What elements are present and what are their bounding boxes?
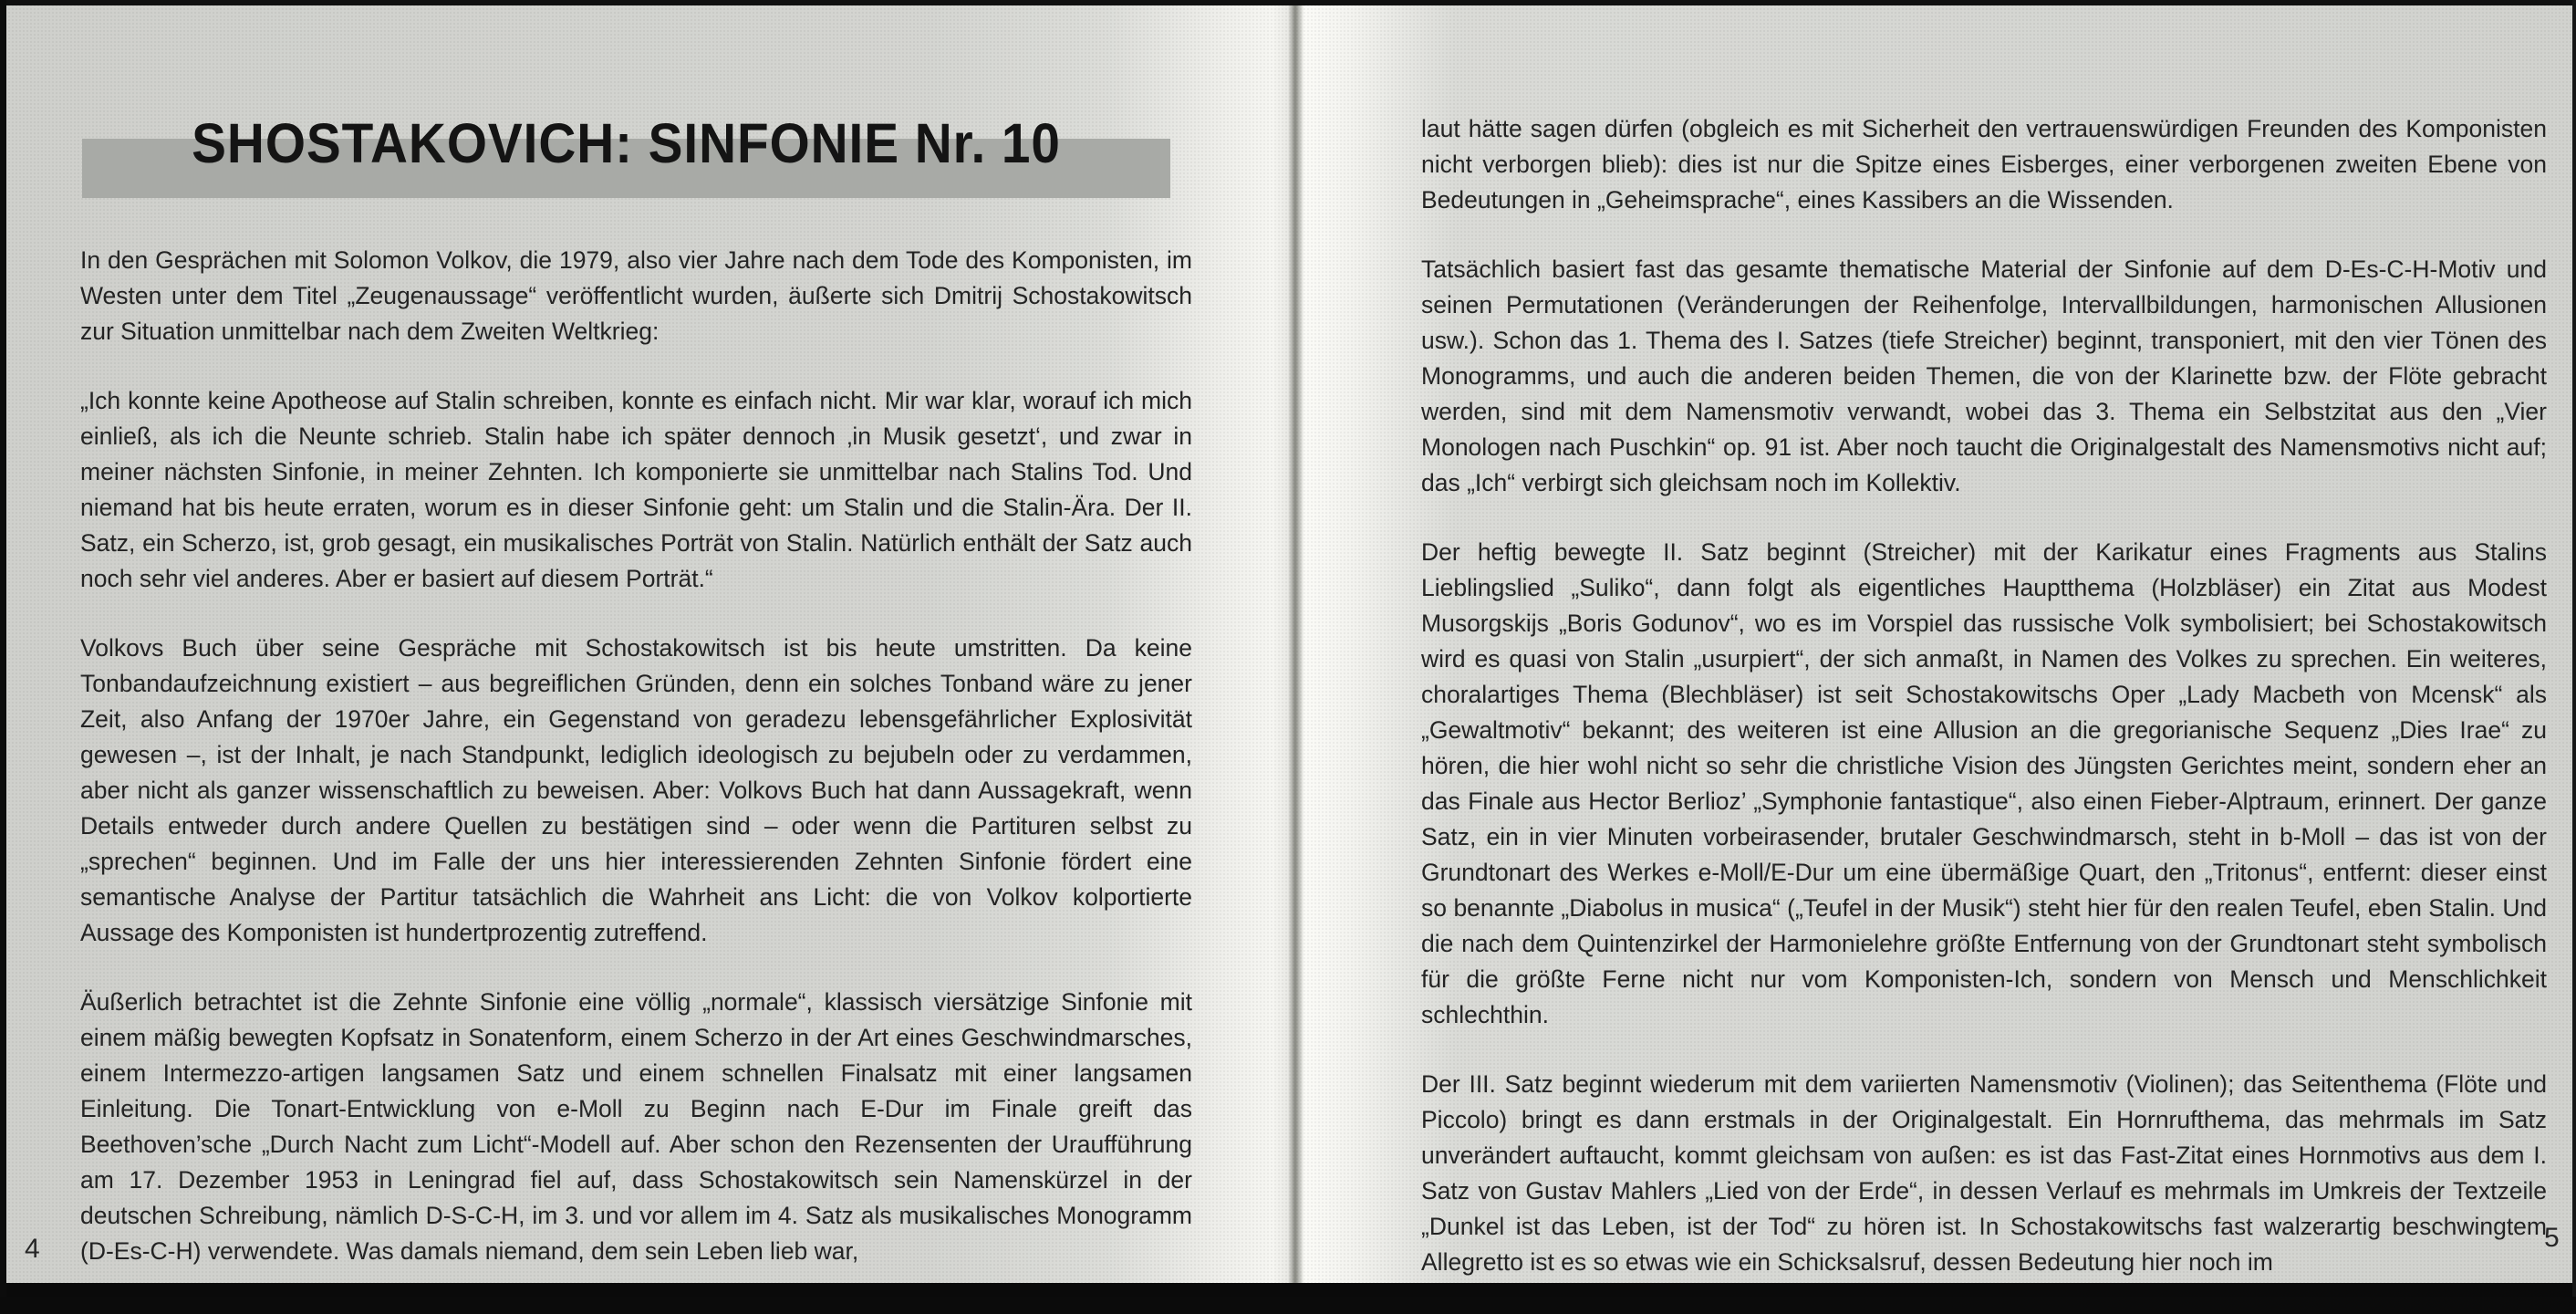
scan-edge-bottom xyxy=(0,1283,2576,1297)
scan-edge-top xyxy=(0,0,2576,5)
scan-edge-left xyxy=(0,0,6,1297)
paragraph: Äußerlich betrachtet ist die Zehnte Sinfonie eine völlig „normale“, klassisch viersätzige Sinfonie mit einem mäßig bewegten Kopfsatz in Sonatenform, einem Scherzo in der Art eines Geschwindmarsches, einem Intermezzo-artigen langsamen Satz und einem schnellen Finalsatz mit einer langsamen Einleitung. Die Tonart-Entwicklung von e-Moll zu Beginn nach E-Dur im Finale greift das Beethoven’sche „Durch Nacht zum Licht“-Modell auf. Aber schon den Rezensenten der Uraufführung am 17. Dezember 1953 in Leningrad fiel auf, dass Schostakowitsch sein Namenskürzel in der deutschen Schreibung, nämlich D-S-C-H, im 3. und vor allem im 4. Satz als musikalisches Monogramm (D-Es-C-H) verwendete. Was damals niemand, dem sein Leben lieb war, xyxy=(80,988,1192,1265)
paragraph: Tatsächlich basiert fast das gesamte thematische Material der Sinfonie auf dem D-Es-C-H-Motiv und seinen Permutationen (Veränderungen der Reihenfolge, Intervallbildungen, harmonischen Allusionen usw.). Schon das 1. Thema des I. Satzes (tiefe Streicher) beginnt, transponiert, mit den vier Tönen des Monogramms, und auch die anderen beiden Themen, die von der Klarinette bzw. der Flöte gebracht werden, sind mit dem Namensmotiv verwandt, wobei das 3. Thema ein Selbstzitat aus den „Vier Monologen nach Puschkin“ op. 91 ist. Aber noch taucht die Originalgestalt des Namensmotivs nicht auf; das „Ich“ verbirgt sich gleichsam noch im Kollektiv. xyxy=(1421,256,2547,496)
paragraph: „Ich konnte keine Apotheose auf Stalin schreiben, konnte es einfach nicht. Mir war klar, worauf ich mich einließ, als ich die Neunte schrieb. Stalin habe ich später dennoch ‚in Musik gesetzt‘, und zwar in meiner nächsten Sinfonie, in meiner Zehnten. Ich komponierte sie unmittelbar nach Stalins Tod. Und niemand hat bis heute erraten, worum es in dieser Sinfonie geht: um Stalin und die Stalin-Ära. Der II. Satz, ein Scherzo, ist, grob gesagt, ein musikalisches Porträt von Stalin. Natürlich enthält der Satz auch noch sehr viel anderes. Aber er basiert auf diesem Porträt.“ xyxy=(80,387,1192,592)
left-page-text xyxy=(80,243,1192,1303)
paragraph: Volkovs Buch über seine Gespräche mit Schostakowitsch ist bis heute umstritten. Da keine Tonbandaufzeichnung existiert – aus begreiflichen Gründen, denn ein solches Tonband wäre zu jener Zeit, also Anfang der 1970er Jahre, ein Gegenstand von geradezu lebensgefährlicher Explosivität gewesen –, ist der Inhalt, je nach Standpunkt, lediglich ideologisch zu bejubeln oder zu verdammen, aber nicht als ganzer wissenschaftlich zu beweisen. Aber: Volkovs Buch hat dann Aussagekraft, wenn Details entweder durch andere Quellen zu bestätigen sind – oder wenn die Partituren selbst zu „sprechen“ beginnen. Und im Falle der uns hier interessierenden Zehnten Sinfonie fördert eine semantische Analyse der Partitur tatsächlich die Wahrheit ans Licht: die von Volkov kolportierte Aussage des Komponisten ist hundertprozentig zutreffend. xyxy=(80,634,1192,946)
paragraph: Der heftig bewegte II. Satz beginnt (Streicher) mit der Karikatur eines Fragments aus Stalins Lieblingslied „Suliko“, dann folgt als eigentliches Hauptthema (Holzbläser) ein Zitat aus Modest Musorgskijs „Boris Godunov“, wo es im Vorspiel das russische Volk symbolisiert; bei Schostakowitsch wird es quasi von Stalin „usurpiert“, der sich anmaßt, in Namen des Volkes zu sprechen. Ein weiteres, choralartiges Thema (Blechbläser) ist seit Schostakowitschs Oper „Lady Macbeth von Mcensk“ als „Gewaltmotiv“ bekannt; des weiteren ist eine Allusion an die gregorianische Sequenz „Dies Irae“ zu hören, die hier wohl nicht so sehr die christliche Vision des Jüngsten Gerichtes meint, sondern eher an das Finale aus Hector Berlioz’ „Symphonie fantastique“, also einen Fieber-Alptraum, erinnert. Der ganze Satz, ein in vier Minuten vorbeirasender, brutaler Geschwindmarsch, steht in b-Moll – das ist von der Grundtonart des Werkes e-Moll/E-Dur um eine übermäßige Quart, den „Tritonus“, entfernt: dieser einst so benannte „Diabolus in musica“ („Teufel in der Musik“) steht hier für den realen Teufel, eben Stalin. Und die nach dem Quintenzirkel der Harmonielehre größte Entfernung von der Grundtonart steht symbolisch für die größte Ferne nicht nur vom Komponisten-Ich, sondern von Mensch und Menschlichkeit schlechthin. xyxy=(1421,538,2547,1028)
scan-edge-right xyxy=(2572,0,2576,1297)
paragraph: In den Gesprächen mit Solomon Volkov, die 1979, also vier Jahre nach dem Tode des Komponisten, im Westen unter dem Titel „Zeugenaussage“ veröffentlicht wurden, äußerte sich Dmitrij Schostakowitsch zur Situation unmittelbar nach dem Zweiten Weltkrieg: xyxy=(80,246,1192,345)
page-number-right: 5 xyxy=(2544,1223,2560,1253)
paragraph: laut hätte sagen dürfen (obgleich es mit Sicherheit den vertrauenswürdigen Freunden des Komponisten nicht verborgen blieb): dies ist nur die Spitze eines Eisberges, einer verborgenen zweiten Ebene von Bedeutungen in „Geheimsprache“, eines Kassibers an die Wissenden. xyxy=(1421,115,2547,214)
paragraph: Der III. Satz beginnt wiederum mit dem variierten Namensmotiv (Violinen); das Seitenthema (Flöte und Piccolo) bringt es dann erstmals in der Originalgestalt. Ein Hornrufthema, das mehrmals im Satz unverändert auftaucht, kommt gleichsam von außen: es ist das Fast-Zitat eines Hornmotivs aus dem I. Satz von Gustav Mahlers „Lied von der Erde“, in dessen Verlauf es mehrmals im Umkreis der Textzeile „Dunkel ist das Leben, ist der Tod“ zu hören ist. In Schostakowitschs fast walzerartig beschwingtem Allegretto ist es so etwas wie ein Schicksalsruf, dessen Bedeutung hier noch im xyxy=(1421,1070,2547,1276)
page-number-left: 4 xyxy=(25,1234,40,1264)
page-title: SHOSTAKOVICH: SINFONIE Nr. 10 xyxy=(192,112,1061,174)
right-page-text xyxy=(1421,111,2547,1314)
